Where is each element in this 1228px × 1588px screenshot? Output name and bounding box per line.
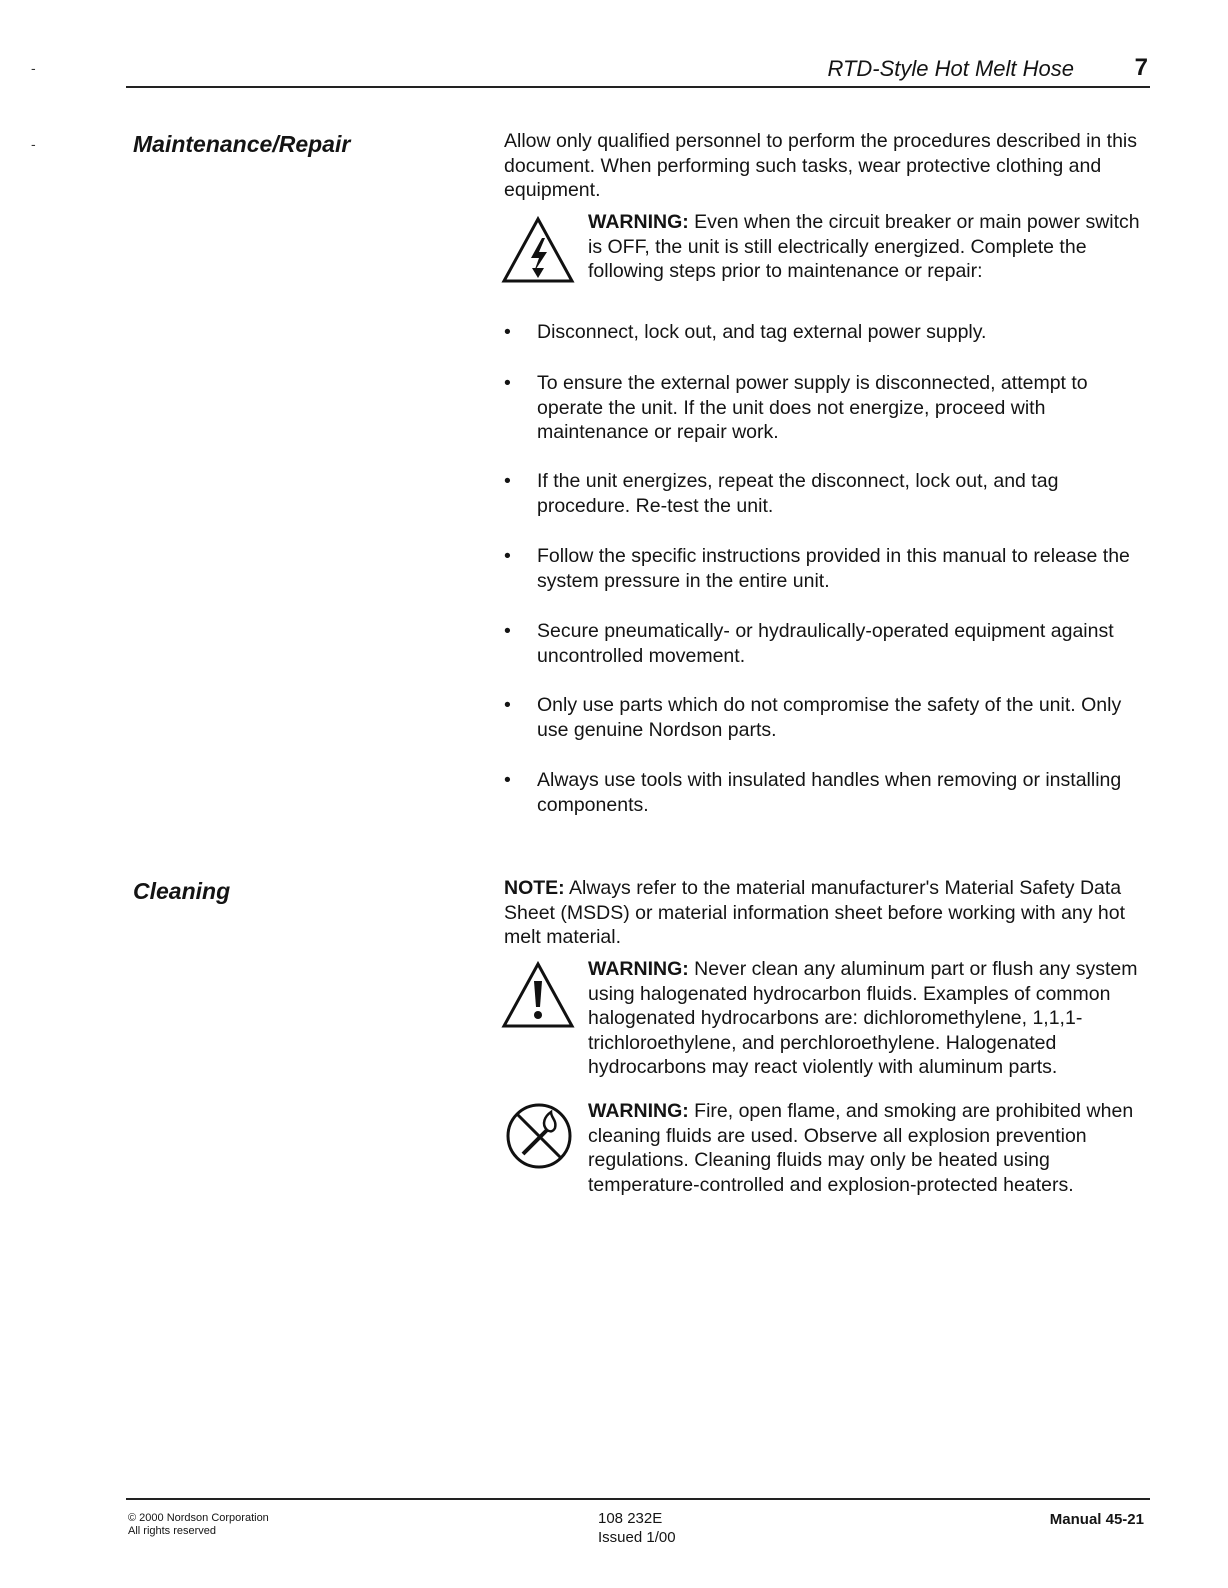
warning-text: Fire, open flame, and smoking are prohibited when cleaning fluids are used. Observe all explosion prevention regulations. Cleaning fluids may only be heated using temperature-controlled and explosion-protected heaters. xyxy=(588,1100,1134,1196)
rights-text: All rights reserved xyxy=(128,1525,217,1537)
bullet-icon: • xyxy=(504,372,511,394)
warning-label: WARNING: xyxy=(588,1100,689,1122)
cleaning-warning-flame xyxy=(588,1099,1154,1197)
cleaning-heading: Cleaning xyxy=(133,878,231,904)
bullet-icon: • xyxy=(504,545,511,567)
list-item: To ensure the external power supply is disconnected, attempt to operate the unit. If the unit does not energize, proceed with maintenance or repair work. xyxy=(537,372,1088,443)
header-title: RTD-Style Hot Melt Hose xyxy=(827,56,1074,81)
list-item: Always use tools with insulated handles when removing or installing components. xyxy=(537,769,1122,816)
copyright-text: © 2000 Nordson Corporation xyxy=(128,1512,269,1524)
warning-text: Never clean any aluminum part or flush any system using halogenated hydrocarbon fluids. Examples of common halogenated hydrocarbons are: dichloromethylene, 1,1,1-trichloroethylene, and perchloroethylene. Halogenated hydrocarbons may react violently with aluminum parts. xyxy=(588,958,1138,1078)
list-item: Secure pneumatically- or hydraulically-operated equipment against uncontrolled movement. xyxy=(537,620,1114,667)
maintenance-intro: Allow only qualified personnel to perform the procedures described in this document. When performing such tasks, wear protective clothing and equipment. xyxy=(504,130,1138,201)
list-item: If the unit energizes, repeat the disconnect, lock out, and tag procedure. Re-test the unit. xyxy=(537,470,1059,517)
list-item: Follow the specific instructions provided in this manual to release the system pressure in the entire unit. xyxy=(537,545,1130,592)
note-label: NOTE: xyxy=(504,877,565,899)
caution-warning-icon xyxy=(501,961,575,1029)
footer-copyright xyxy=(128,1512,269,1538)
note-text: Always refer to the material manufacturer's Material Safety Data Sheet (MSDS) or material information sheet before working with any hot melt material. xyxy=(504,877,1126,948)
list-item: Disconnect, lock out, and tag external power supply. xyxy=(537,321,987,343)
page-number: 7 xyxy=(1134,54,1148,81)
bullet-icon: • xyxy=(504,321,511,343)
margin-mark: - xyxy=(31,60,36,76)
warning-text: Even when the circuit breaker or main power switch is OFF, the unit is still electrically energized. Complete the following steps prior to maintenance or repair: xyxy=(588,211,1140,282)
warning-label: WARNING: xyxy=(588,958,689,980)
electrical-warning-icon xyxy=(501,216,575,284)
bullet-icon: • xyxy=(504,620,511,642)
bullet-icon: • xyxy=(504,769,511,791)
manual-number: Manual 45-21 xyxy=(1049,1511,1144,1528)
maintenance-heading: Maintenance/Repair xyxy=(133,131,351,157)
header-rule xyxy=(126,86,1150,88)
cleaning-note xyxy=(504,876,1154,950)
footer-part-info xyxy=(598,1509,676,1547)
bullet-icon: • xyxy=(504,694,511,716)
warning-label: WARNING: xyxy=(588,211,689,233)
footer-rule xyxy=(126,1498,1150,1500)
bullet-icon: • xyxy=(504,470,511,492)
margin-mark: - xyxy=(31,136,36,152)
no-open-flame-icon xyxy=(505,1102,573,1170)
maintenance-warning xyxy=(588,210,1154,284)
issued-date: Issued 1/00 xyxy=(598,1529,676,1546)
cleaning-warning-halogenated xyxy=(588,957,1154,1080)
part-number: 108 232E xyxy=(598,1510,663,1527)
list-item: Only use parts which do not compromise the safety of the unit. Only use genuine Nordson parts. xyxy=(537,694,1122,741)
